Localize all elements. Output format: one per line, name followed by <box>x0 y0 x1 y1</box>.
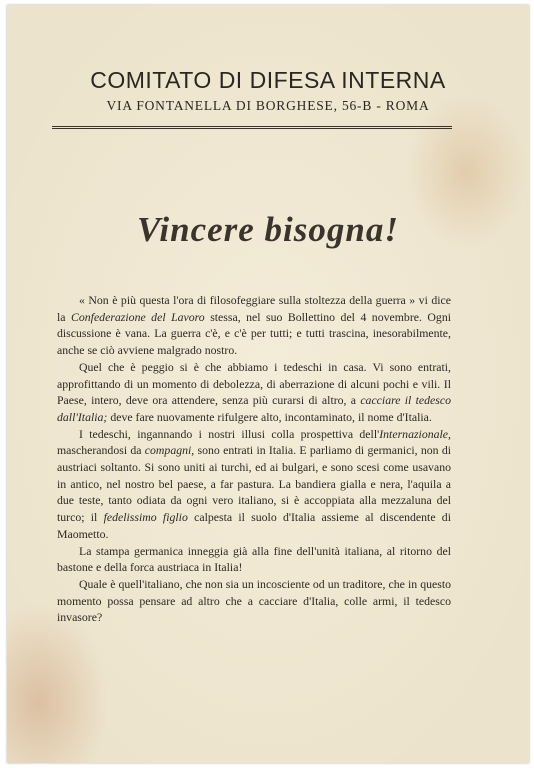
italic-text: Internazionale, <box>379 426 451 441</box>
paragraph-text: sono entrati in Italia. E parliamo di germanici, non di austriaci soltanto. Si sono uniti ai turchi, ed ai bulgari, e sono scesi come usavano in antico, nel nostro bel paese, a far pastura. La bandiera gialla e nera, l'aquila a due teste, tanto odiata da ogni vero italiano, si è accoppiata alla mezzaluna del turco; il <box>57 443 451 525</box>
paragraph-text: mascherandosi da <box>57 443 145 458</box>
paragraph-text: calpesta il suolo d'Italia assieme al discendente di Maometto. <box>57 510 451 541</box>
headline: Vincere bisogna! <box>136 210 399 249</box>
paragraph-text: stessa, nel suo Bollettino del 4 novembre. Ogni discussione è vana. La guerra c'è, e c'è per tutti; e tutti trascina, inesorabilmente, anche se ciò avviene malgrado nostro. <box>57 309 451 358</box>
paragraph-text: « Non è più questa l'ora di filosofeggiare sulla stoltezza della guerra » vi dice la <box>57 293 451 324</box>
document-page <box>7 5 529 763</box>
italic-text: compagni, <box>144 443 195 458</box>
paragraph-text: Quel che è peggio si è che abbiamo i tedeschi in casa. Vi sono entrati, approfittando di un momento di debolezza, di aberrazione di alcuni pochi e vili. Il Paese, intero, deve ora attendere, senza più curarsi di altro, a <box>57 359 451 408</box>
italic-text: cacciare il tedesco dall'Italia; <box>57 393 451 424</box>
paragraph-5: Quale è quell'italiano, che non sia un incosciente od un traditore, che in questo momento possa pensare ad altro che a cacciare d'Italia, colle armi, il tedesco invasore? <box>57 576 451 625</box>
organization-address: VIA FONTANELLA DI BORGHESE, 56-B - ROMA <box>106 98 430 113</box>
italic-text: Confederazione del Lavoro <box>71 309 205 324</box>
paragraph-4: La stampa germanica inneggia già alla fine dell'unità italiana, al ritorno del bastone e della forca austriaca in Italia! <box>57 543 451 575</box>
paragraph-3 <box>57 426 451 543</box>
paragraph-text: I tedeschi, ingannando i nostri illusi colla prospettiva dell' <box>79 426 380 441</box>
letterhead <box>7 67 529 114</box>
italic-text: fedelissimo figlio <box>103 510 188 525</box>
paragraph-2 <box>57 359 451 426</box>
article-body <box>57 292 451 626</box>
paragraph-text: deve fare nuovamente rifulgere alto, incontaminato, il nome d'Italia. <box>107 409 432 424</box>
header-divider <box>52 126 452 129</box>
organization-name: COMITATO DI DIFESA INTERNA <box>90 67 446 93</box>
paragraph-1 <box>57 292 451 359</box>
